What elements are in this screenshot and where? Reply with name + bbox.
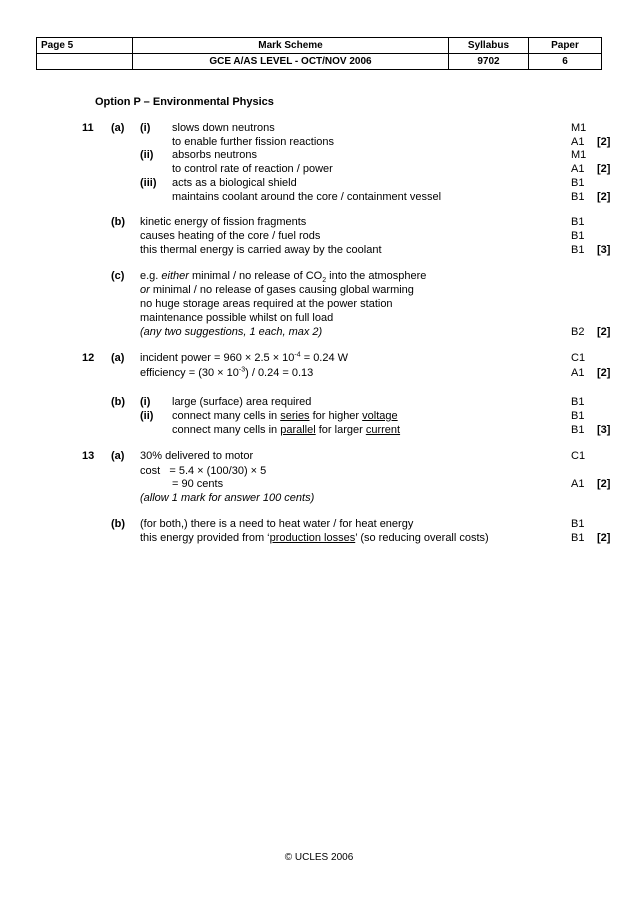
mark: B1 [571,177,585,189]
question-part: (a) [111,450,125,462]
question-part: (a) [111,352,125,364]
underlined-keyword: current [365,424,401,436]
answer-text: (allow 1 mark for answer 100 cents) [140,492,315,504]
mark: A1 [571,478,585,490]
text-fragment: connect many cells in [172,410,281,422]
sub-part: (i) [140,122,151,134]
mark: A1 [571,136,585,148]
mark: B1 [571,230,585,242]
subscript: 2 [322,277,327,285]
answer-text [172,409,398,423]
total-marks: [2] [597,136,611,148]
header-row-1 [37,38,602,54]
text-fragment: minimal / no release of CO [188,270,323,282]
sub-part: (ii) [140,410,154,422]
text-fragment: minimal / no release of gases causing global warming [149,284,414,296]
text-fragment: incident power = 960 × 2.5 × 10 [140,352,295,364]
text-fragment: for higher [309,410,363,422]
answer-text: causes heating of the core / fuel rods [140,230,321,242]
answer-text: cost = 5.4 × (100/30) × 5 [140,465,267,477]
mark: M1 [571,149,587,161]
answer-text: = 90 cents [172,478,224,490]
answer-text: maintains coolant around the core / containment vessel [172,191,442,203]
question-number: 12 [82,352,95,364]
text-fragment: ) / 0.24 = 0.13 [245,367,314,379]
answer-text: 30% delivered to motor [140,450,254,462]
mark: C1 [571,450,586,462]
question-part: (b) [111,518,126,530]
total-marks: [3] [597,244,611,256]
total-marks: [2] [597,326,611,338]
underlined-keyword: voltage [362,410,398,422]
header-empty-cell [37,54,133,70]
mark: A1 [571,163,585,175]
header-table [36,37,602,70]
total-marks: [2] [597,191,611,203]
answer-text: acts as a biological shield [172,177,297,189]
answer-text [172,423,400,437]
superscript: -4 [294,351,301,359]
syllabus-label: Syllabus [449,38,529,54]
underlined-keyword: production losses [269,532,356,544]
answer-text: (for both,) there is a need to heat water / for heat energy [140,518,414,530]
paper-number: 6 [529,54,602,70]
question-number: 13 [82,450,95,462]
exam-title: GCE A/AS LEVEL - OCT/NOV 2006 [133,54,449,70]
text-fragment: ’ (so reducing overall costs) [355,532,489,544]
header-row-2 [37,54,602,70]
text-fragment: into the atmosphere [326,270,427,282]
answer-text [140,351,348,365]
mark: B1 [571,518,585,530]
total-marks: [2] [597,532,611,544]
mark: B1 [571,244,585,256]
question-part: (c) [111,270,125,282]
text-fragment: or [140,284,150,296]
answer-text: to enable further fission reactions [172,136,335,148]
question-part: (b) [111,216,126,228]
underlined-keyword: series [280,410,310,422]
section-title: Option P – Environmental Physics [95,96,274,108]
answer-text: this thermal energy is carried away by the coolant [140,244,382,256]
mark: B1 [571,410,585,422]
mark: A1 [571,367,585,379]
answer-text [140,531,489,545]
mark: B2 [571,326,585,338]
paper-label: Paper [529,38,602,54]
answer-text: slows down neutrons [172,122,275,134]
text-fragment: for larger [315,424,366,436]
sub-part: (ii) [140,149,154,161]
underlined-keyword: parallel [280,424,316,436]
mark: M1 [571,122,587,134]
total-marks: [2] [597,367,611,379]
question-part: (b) [111,396,126,408]
text-fragment: efficiency = (30 × 10 [140,367,239,379]
mark: B1 [571,216,585,228]
copyright-footer: © UCLES 2006 [284,852,354,863]
total-marks: [3] [597,424,611,436]
answer-text: maintenance possible whilst on full load [140,312,334,324]
answer-text: no huge storage areas required at the power station [140,298,393,310]
answer-text: kinetic energy of fission fragments [140,216,307,228]
text-fragment: either [161,270,189,282]
mark: B1 [571,424,585,436]
answer-text [140,283,414,297]
text-fragment: this energy provided from ‘ [140,532,270,544]
text-fragment: connect many cells in [172,424,281,436]
sub-part: (iii) [140,177,157,189]
question-part: (a) [111,122,125,134]
mark-scheme-label: Mark Scheme [133,38,449,54]
mark: C1 [571,352,586,364]
question-number: 11 [82,122,94,134]
syllabus-code: 9702 [449,54,529,70]
page-number: Page 5 [37,38,133,54]
mark: B1 [571,191,585,203]
answer-text: absorbs neutrons [172,149,257,161]
text-fragment: e.g. [140,270,162,282]
answer-text [140,366,313,380]
total-marks: [2] [597,163,611,175]
sub-part: (i) [140,396,151,408]
mark: B1 [571,532,585,544]
mark: B1 [571,396,585,408]
answer-text: (any two suggestions, 1 each, max 2) [140,326,323,338]
answer-text: to control rate of reaction / power [172,163,333,175]
total-marks: [2] [597,478,611,490]
text-fragment: = 0.24 W [300,352,349,364]
superscript: -3 [238,366,246,374]
answer-text: large (surface) area required [172,396,312,408]
answer-text [140,269,426,283]
